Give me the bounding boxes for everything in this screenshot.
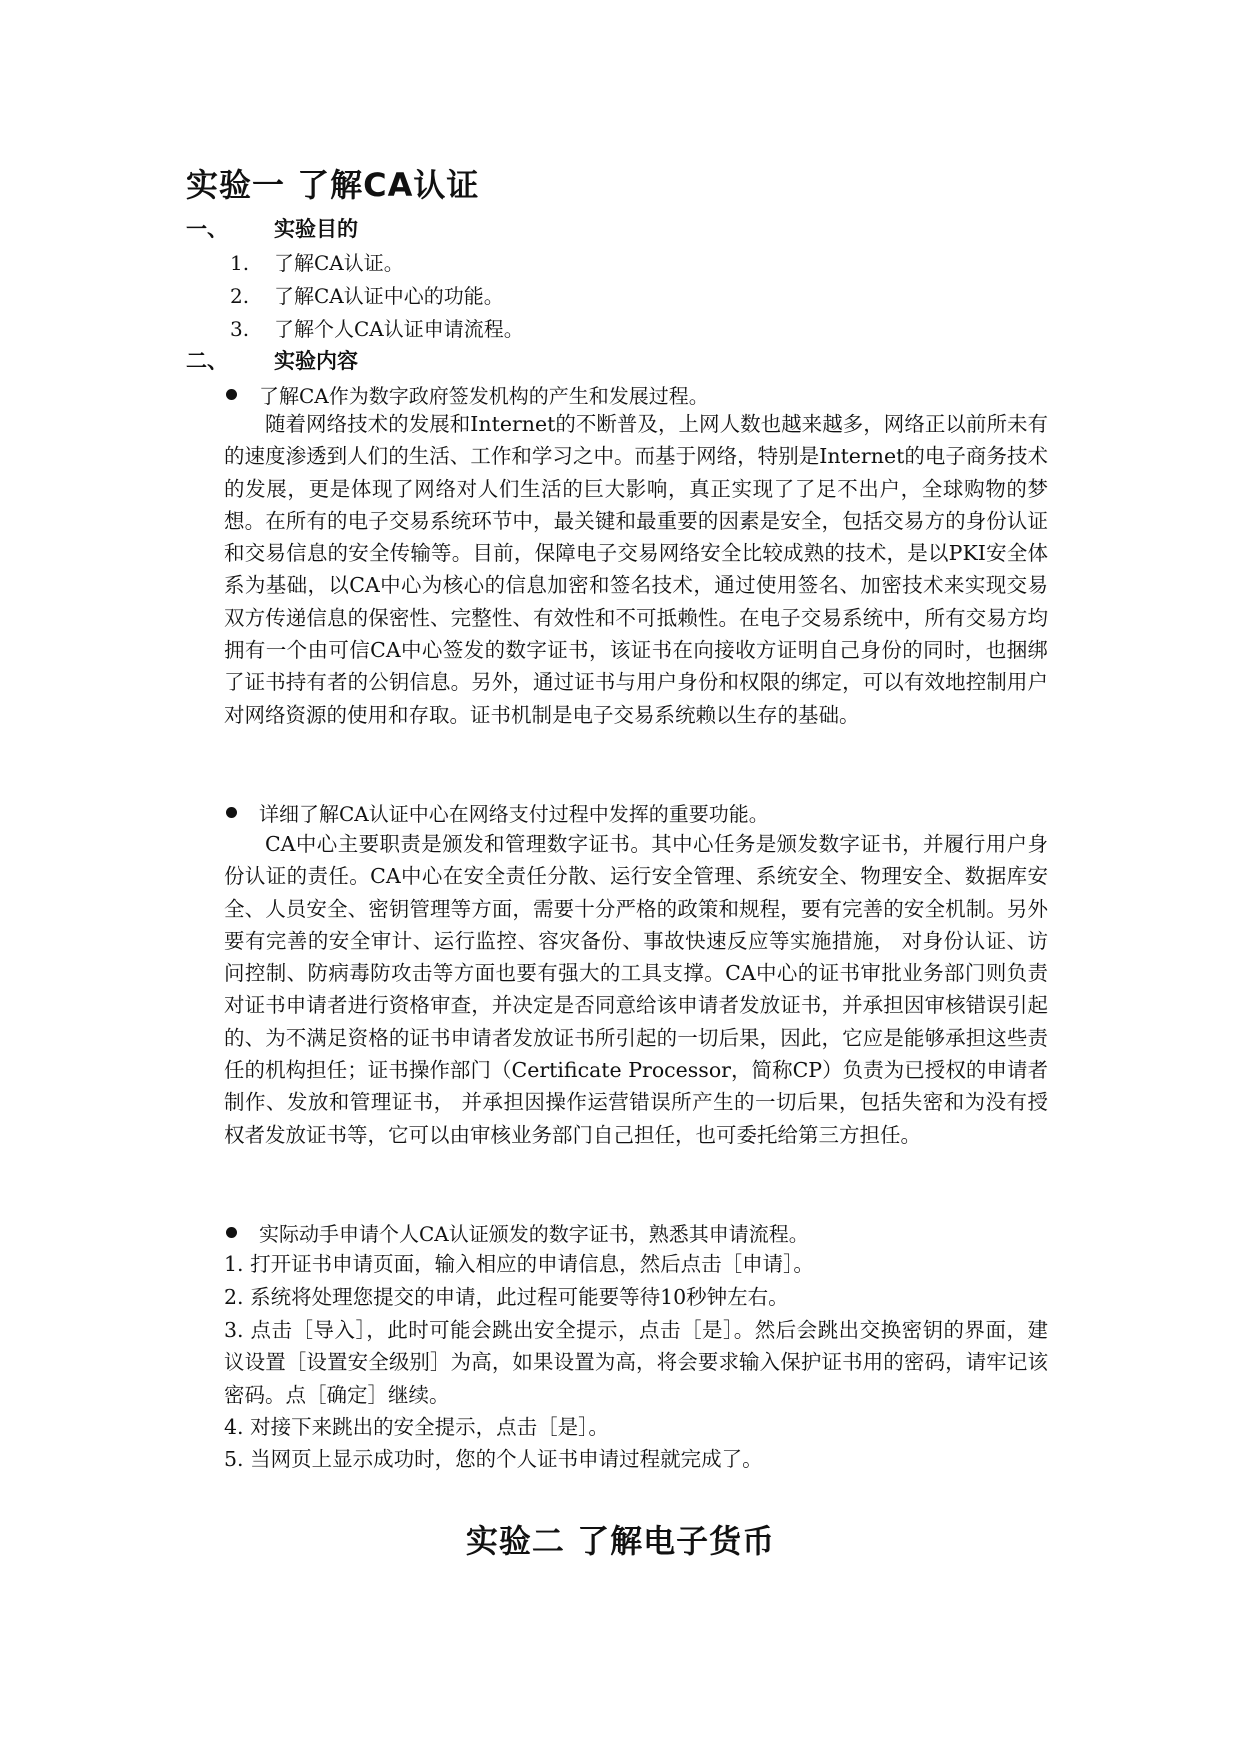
objective-text: 了解CA认证中心的功能。 bbox=[274, 284, 504, 308]
bullet-item bbox=[226, 1218, 809, 1247]
objective-number: 1. bbox=[230, 251, 250, 275]
step-item: 4. 对接下来跳出的安全提示，点击［是］。 bbox=[224, 1415, 609, 1439]
section-number: 二、 bbox=[186, 349, 228, 373]
step-item: 3. 点击［导入］，此时可能会跳出安全提示，点击［是］。然后会跳出交换密钥的界面，建议设置［设置安全级别］为高，如果设置为高，将会要求输入保护证书用的密码，请牢记该密码。点［确定］继续。 bbox=[224, 1318, 1048, 1407]
section-heading-content bbox=[186, 345, 358, 375]
objective-item bbox=[230, 247, 404, 276]
bullet-dot-icon bbox=[226, 389, 237, 400]
objective-item bbox=[230, 280, 504, 309]
bullet-item bbox=[226, 380, 709, 409]
bullet-text: 了解CA作为数字政府签发机构的产生和发展过程。 bbox=[259, 384, 709, 408]
experiment-1-title: 实验一 了解CA认证 bbox=[186, 166, 480, 204]
objective-text: 了解个人CA认证申请流程。 bbox=[274, 317, 524, 341]
bullet-dot-icon bbox=[226, 807, 237, 818]
bullet-item bbox=[226, 798, 769, 827]
experiment-2-title: 实验二 了解电子货币 bbox=[465, 1522, 776, 1560]
paragraph-ca-background: 随着网络技术的发展和Internet的不断普及，上网人数也越来越多，网络正以前所未有的速度渗透到人们的生活、工作和学习之中。而基于网络，特别是Internet的电子商务技术的发展，更是体现了网络对人们生活的巨大影响，真正实现了了足不出户，全球购物的梦想。在所有的电子交易系统环节中，最关键和最重要的因素是安全，包括交易方的身份认证和交易信息的安全传输等。目前，保障电子交易网络安全比较成熟的技术，是以PKI安全体系为基础，以CA中心为核心的信息加密和签名技术，通过使用签名、加密技术来实现交易双方传递信息的保密性、完整性、有效性和不可抵赖性。在电子交易系统中，所有交易方均拥有一个由可信CA中心签发的数字证书，该证书在向接收方证明自己身份的同时，也捆绑了证书持有者的公钥信息。另外，通过证书与用户身份和权限的绑定，可以有效地控制用户对网络资源的使用和存取。证书机制是电子交易系统赖以生存的基础。 bbox=[224, 412, 1048, 727]
step-item: 5. 当网页上显示成功时，您的个人证书申请过程就完成了。 bbox=[224, 1447, 763, 1471]
bullet-text: 详细了解CA认证中心在网络支付过程中发挥的重要功能。 bbox=[259, 802, 769, 826]
section-number: 一、 bbox=[186, 217, 228, 241]
objective-text: 了解CA认证。 bbox=[274, 251, 404, 275]
objective-number: 2. bbox=[230, 284, 250, 308]
bullet-text: 实际动手申请个人CA认证颁发的数字证书，熟悉其申请流程。 bbox=[259, 1222, 809, 1246]
section-title: 实验内容 bbox=[274, 349, 358, 373]
section-title: 实验目的 bbox=[274, 217, 358, 241]
step-item: 1. 打开证书申请页面，输入相应的申请信息，然后点击［申请］。 bbox=[224, 1252, 814, 1276]
section-heading-objectives bbox=[186, 213, 358, 243]
bullet-dot-icon bbox=[226, 1227, 237, 1238]
objective-number: 3. bbox=[230, 317, 250, 341]
paragraph-ca-functions: CA中心主要职责是颁发和管理数字证书。其中心任务是颁发数字证书，并履行用户身份认证的责任。CA中心在安全责任分散、运行安全管理、系统安全、物理安全、数据库安全、人员安全、密钥管理等方面，需要十分严格的政策和规程，要有完善的安全机制。另外要有完善的安全审计、运行监控、容灾备份、事故快速反应等实施措施， 对身份认证、访问控制、防病毒防攻击等方面也要有强大的工具支撑。CA中心的证书审批业务部门则负责对证书申请者进行资格审查，并决定是否同意给该申请者发放证书，并承担因审核错误引起的、为不满足资格的证书申请者发放证书所引起的一切后果，因此，它应是能够承担这些责任的机构担任；证书操作部门（Certificate Processor，简称CP）负责为已授权的申请者制作、发放和管理证书， 并承担因操作运营错误所产生的一切后果，包括失密和为没有授权者发放证书等，它可以由审核业务部门自己担任，也可委托给第三方担任。 bbox=[224, 832, 1048, 1147]
objective-item bbox=[230, 313, 524, 342]
step-item: 2. 系统将处理您提交的申请，此过程可能要等待10秒钟左右。 bbox=[224, 1285, 789, 1309]
